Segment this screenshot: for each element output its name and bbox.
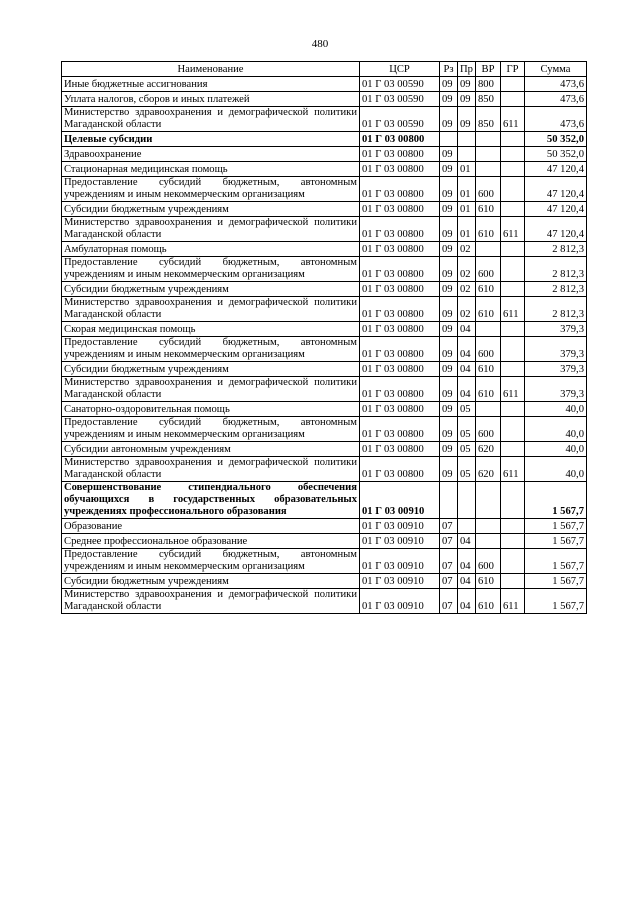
cell-rz: 09: [440, 377, 458, 402]
cell-pr: 05: [458, 457, 476, 482]
cell-pr: 02: [458, 297, 476, 322]
cell-gr: [501, 534, 525, 549]
table-row: [62, 217, 587, 242]
cell-gr: [501, 519, 525, 534]
cell-name: Санаторно-оздоровительная помощь: [62, 402, 360, 417]
cell-rz: 09: [440, 322, 458, 337]
cell-vr: 600: [476, 549, 501, 574]
cell-sum: 473,6: [525, 77, 587, 92]
cell-sum: 40,0: [525, 457, 587, 482]
cell-rz: 09: [440, 242, 458, 257]
table-row: [62, 574, 587, 589]
cell-gr: [501, 177, 525, 202]
cell-csr: 01 Г 03 00800: [360, 442, 440, 457]
cell-pr: 05: [458, 417, 476, 442]
table-row: [62, 297, 587, 322]
cell-csr: 01 Г 03 00800: [360, 162, 440, 177]
cell-pr: 02: [458, 257, 476, 282]
cell-rz: 09: [440, 77, 458, 92]
cell-csr: 01 Г 03 00800: [360, 282, 440, 297]
cell-csr: 01 Г 03 00800: [360, 242, 440, 257]
cell-gr: [501, 549, 525, 574]
column-header-name: Наименование: [62, 62, 360, 77]
cell-gr: 611: [501, 377, 525, 402]
cell-rz: 09: [440, 162, 458, 177]
cell-name: Предоставление субсидий бюджетным, автономным учреждениям и иным некоммерческим организациям: [62, 257, 360, 282]
cell-name: Министерство здравоохранения и демографической политики Магаданской области: [62, 107, 360, 132]
cell-vr: [476, 132, 501, 147]
cell-name: Совершенствование стипендиального обеспечения обучающихся в государственных образовательных учреждениях профессионального образования: [62, 482, 360, 519]
table-row: [62, 519, 587, 534]
cell-rz: 09: [440, 337, 458, 362]
cell-gr: [501, 574, 525, 589]
cell-rz: 09: [440, 107, 458, 132]
column-header-csr: ЦСР: [360, 62, 440, 77]
cell-sum: 1 567,7: [525, 589, 587, 614]
cell-vr: 850: [476, 107, 501, 132]
cell-pr: [458, 147, 476, 162]
cell-sum: 40,0: [525, 442, 587, 457]
table-row: [62, 92, 587, 107]
budget-table: [61, 61, 587, 614]
cell-name: Субсидии бюджетным учреждениям: [62, 574, 360, 589]
cell-pr: 04: [458, 337, 476, 362]
cell-csr: 01 Г 03 00910: [360, 534, 440, 549]
cell-gr: [501, 337, 525, 362]
cell-name: Целевые субсидии: [62, 132, 360, 147]
cell-rz: 09: [440, 257, 458, 282]
table-row: [62, 162, 587, 177]
cell-name: Скорая медицинская помощь: [62, 322, 360, 337]
cell-gr: 611: [501, 297, 525, 322]
cell-name: Здравоохранение: [62, 147, 360, 162]
cell-sum: 40,0: [525, 402, 587, 417]
cell-name: Амбулаторная помощь: [62, 242, 360, 257]
cell-sum: 1 567,7: [525, 482, 587, 519]
column-header-vr: ВР: [476, 62, 501, 77]
cell-sum: 379,3: [525, 337, 587, 362]
cell-csr: 01 Г 03 00910: [360, 482, 440, 519]
cell-name: Среднее профессиональное образование: [62, 534, 360, 549]
cell-vr: [476, 519, 501, 534]
cell-vr: 610: [476, 574, 501, 589]
table-row: [62, 549, 587, 574]
cell-pr: 04: [458, 549, 476, 574]
cell-csr: 01 Г 03 00800: [360, 257, 440, 282]
cell-name: Субсидии бюджетным учреждениям: [62, 202, 360, 217]
cell-name: Министерство здравоохранения и демографической политики Магаданской области: [62, 589, 360, 614]
cell-name: Министерство здравоохранения и демографической политики Магаданской области: [62, 457, 360, 482]
cell-name: Предоставление субсидий бюджетным, автономным учреждениям и иным некоммерческим организациям: [62, 549, 360, 574]
cell-vr: [476, 482, 501, 519]
cell-gr: [501, 282, 525, 297]
cell-pr: 04: [458, 534, 476, 549]
cell-csr: 01 Г 03 00910: [360, 519, 440, 534]
cell-vr: 600: [476, 337, 501, 362]
cell-csr: 01 Г 03 00800: [360, 362, 440, 377]
cell-name: Предоставление субсидий бюджетным, автономным учреждениям и иным некоммерческим организациям: [62, 337, 360, 362]
page-number: 480: [311, 38, 329, 50]
table-header-row: [62, 62, 587, 77]
table-row: [62, 362, 587, 377]
cell-csr: 01 Г 03 00800: [360, 297, 440, 322]
cell-rz: 07: [440, 589, 458, 614]
cell-vr: [476, 162, 501, 177]
cell-sum: 47 120,4: [525, 217, 587, 242]
cell-gr: [501, 417, 525, 442]
cell-gr: 611: [501, 457, 525, 482]
cell-name: Министерство здравоохранения и демографической политики Магаданской области: [62, 217, 360, 242]
cell-pr: 04: [458, 377, 476, 402]
cell-sum: 40,0: [525, 417, 587, 442]
cell-csr: 01 Г 03 00590: [360, 77, 440, 92]
cell-name: Стационарная медицинская помощь: [62, 162, 360, 177]
cell-gr: 611: [501, 589, 525, 614]
cell-name: Образование: [62, 519, 360, 534]
cell-vr: 800: [476, 77, 501, 92]
table-row: [62, 282, 587, 297]
table-row: [62, 202, 587, 217]
cell-rz: 07: [440, 519, 458, 534]
cell-vr: 600: [476, 257, 501, 282]
cell-pr: 05: [458, 402, 476, 417]
cell-vr: 600: [476, 417, 501, 442]
cell-pr: 02: [458, 282, 476, 297]
cell-csr: 01 Г 03 00910: [360, 574, 440, 589]
cell-pr: [458, 482, 476, 519]
cell-sum: 473,6: [525, 107, 587, 132]
column-header-rz: Рз: [440, 62, 458, 77]
cell-csr: 01 Г 03 00910: [360, 549, 440, 574]
table-row: [62, 77, 587, 92]
cell-gr: [501, 132, 525, 147]
cell-vr: 610: [476, 217, 501, 242]
cell-pr: 01: [458, 202, 476, 217]
cell-vr: 610: [476, 377, 501, 402]
cell-vr: 610: [476, 362, 501, 377]
cell-rz: 09: [440, 282, 458, 297]
cell-pr: 01: [458, 162, 476, 177]
table-row: [62, 417, 587, 442]
cell-csr: 01 Г 03 00800: [360, 202, 440, 217]
cell-vr: 610: [476, 202, 501, 217]
cell-name: Субсидии бюджетным учреждениям: [62, 282, 360, 297]
cell-sum: 379,3: [525, 377, 587, 402]
cell-pr: 04: [458, 574, 476, 589]
cell-gr: [501, 322, 525, 337]
cell-rz: 09: [440, 147, 458, 162]
cell-vr: 850: [476, 92, 501, 107]
cell-rz: 09: [440, 402, 458, 417]
cell-gr: [501, 202, 525, 217]
cell-vr: 610: [476, 589, 501, 614]
cell-csr: 01 Г 03 00800: [360, 402, 440, 417]
cell-sum: 379,3: [525, 362, 587, 377]
table-body: [62, 77, 587, 614]
cell-csr: 01 Г 03 00800: [360, 337, 440, 362]
cell-gr: [501, 77, 525, 92]
cell-gr: [501, 147, 525, 162]
cell-rz: 09: [440, 442, 458, 457]
cell-sum: 47 120,4: [525, 202, 587, 217]
cell-name: Иные бюджетные ассигнования: [62, 77, 360, 92]
cell-vr: [476, 147, 501, 162]
table-row: [62, 147, 587, 162]
cell-pr: 05: [458, 442, 476, 457]
table-row: [62, 337, 587, 362]
cell-pr: [458, 519, 476, 534]
cell-sum: 379,3: [525, 322, 587, 337]
cell-name: Министерство здравоохранения и демографической политики Магаданской области: [62, 297, 360, 322]
cell-rz: 09: [440, 217, 458, 242]
cell-pr: [458, 132, 476, 147]
cell-vr: 600: [476, 177, 501, 202]
cell-csr: 01 Г 03 00800: [360, 147, 440, 162]
cell-csr: 01 Г 03 00800: [360, 217, 440, 242]
cell-vr: 610: [476, 282, 501, 297]
cell-vr: 620: [476, 457, 501, 482]
cell-csr: 01 Г 03 00800: [360, 377, 440, 402]
cell-vr: [476, 402, 501, 417]
cell-rz: 09: [440, 457, 458, 482]
table-row: [62, 242, 587, 257]
cell-rz: 09: [440, 362, 458, 377]
table-row: [62, 534, 587, 549]
cell-pr: 02: [458, 242, 476, 257]
cell-sum: 2 812,3: [525, 242, 587, 257]
cell-gr: [501, 482, 525, 519]
cell-sum: 2 812,3: [525, 257, 587, 282]
cell-pr: 09: [458, 92, 476, 107]
column-header-sum: Сумма: [525, 62, 587, 77]
cell-name: Субсидии автономным учреждениям: [62, 442, 360, 457]
cell-sum: 2 812,3: [525, 282, 587, 297]
cell-rz: [440, 482, 458, 519]
table-row: [62, 107, 587, 132]
cell-rz: 07: [440, 574, 458, 589]
cell-rz: 09: [440, 417, 458, 442]
cell-sum: 47 120,4: [525, 162, 587, 177]
cell-rz: 09: [440, 202, 458, 217]
cell-csr: 01 Г 03 00800: [360, 132, 440, 147]
cell-rz: 09: [440, 177, 458, 202]
cell-pr: 09: [458, 77, 476, 92]
cell-csr: 01 Г 03 00800: [360, 177, 440, 202]
cell-sum: 50 352,0: [525, 132, 587, 147]
cell-sum: 2 812,3: [525, 297, 587, 322]
cell-name: Субсидии бюджетным учреждениям: [62, 362, 360, 377]
cell-vr: 620: [476, 442, 501, 457]
cell-gr: [501, 162, 525, 177]
cell-vr: [476, 322, 501, 337]
cell-csr: 01 Г 03 00590: [360, 92, 440, 107]
cell-name: Предоставление субсидий бюджетным, автономным учреждениям и иным некоммерческим организациям: [62, 177, 360, 202]
cell-gr: [501, 362, 525, 377]
column-header-pr: Пр: [458, 62, 476, 77]
cell-csr: 01 Г 03 00910: [360, 589, 440, 614]
cell-pr: 01: [458, 217, 476, 242]
cell-gr: [501, 402, 525, 417]
cell-gr: [501, 442, 525, 457]
cell-gr: [501, 92, 525, 107]
cell-pr: 09: [458, 107, 476, 132]
cell-sum: 1 567,7: [525, 534, 587, 549]
table-row: [62, 177, 587, 202]
cell-pr: 04: [458, 589, 476, 614]
cell-rz: 09: [440, 92, 458, 107]
cell-sum: 473,6: [525, 92, 587, 107]
cell-csr: 01 Г 03 00800: [360, 417, 440, 442]
cell-name: Предоставление субсидий бюджетным, автономным учреждениям и иным некоммерческим организациям: [62, 417, 360, 442]
cell-pr: 04: [458, 322, 476, 337]
table-row: [62, 377, 587, 402]
table-row: [62, 482, 587, 519]
cell-gr: [501, 242, 525, 257]
cell-vr: [476, 534, 501, 549]
cell-csr: 01 Г 03 00800: [360, 322, 440, 337]
table-row: [62, 257, 587, 282]
cell-rz: 09: [440, 297, 458, 322]
cell-csr: 01 Г 03 00800: [360, 457, 440, 482]
cell-name: Уплата налогов, сборов и иных платежей: [62, 92, 360, 107]
cell-name: Министерство здравоохранения и демографической политики Магаданской области: [62, 377, 360, 402]
cell-gr: 611: [501, 107, 525, 132]
cell-vr: [476, 242, 501, 257]
cell-sum: 47 120,4: [525, 177, 587, 202]
cell-sum: 1 567,7: [525, 519, 587, 534]
table-row: [62, 402, 587, 417]
cell-sum: 1 567,7: [525, 574, 587, 589]
cell-rz: 07: [440, 549, 458, 574]
cell-csr: 01 Г 03 00590: [360, 107, 440, 132]
table-row: [62, 457, 587, 482]
table-row: [62, 589, 587, 614]
column-header-gr: ГР: [501, 62, 525, 77]
cell-sum: 50 352,0: [525, 147, 587, 162]
cell-rz: [440, 132, 458, 147]
cell-rz: 07: [440, 534, 458, 549]
table-row: [62, 442, 587, 457]
table-row: [62, 322, 587, 337]
cell-gr: [501, 257, 525, 282]
table-row: [62, 132, 587, 147]
cell-pr: 01: [458, 177, 476, 202]
cell-pr: 04: [458, 362, 476, 377]
cell-sum: 1 567,7: [525, 549, 587, 574]
cell-gr: 611: [501, 217, 525, 242]
cell-vr: 610: [476, 297, 501, 322]
